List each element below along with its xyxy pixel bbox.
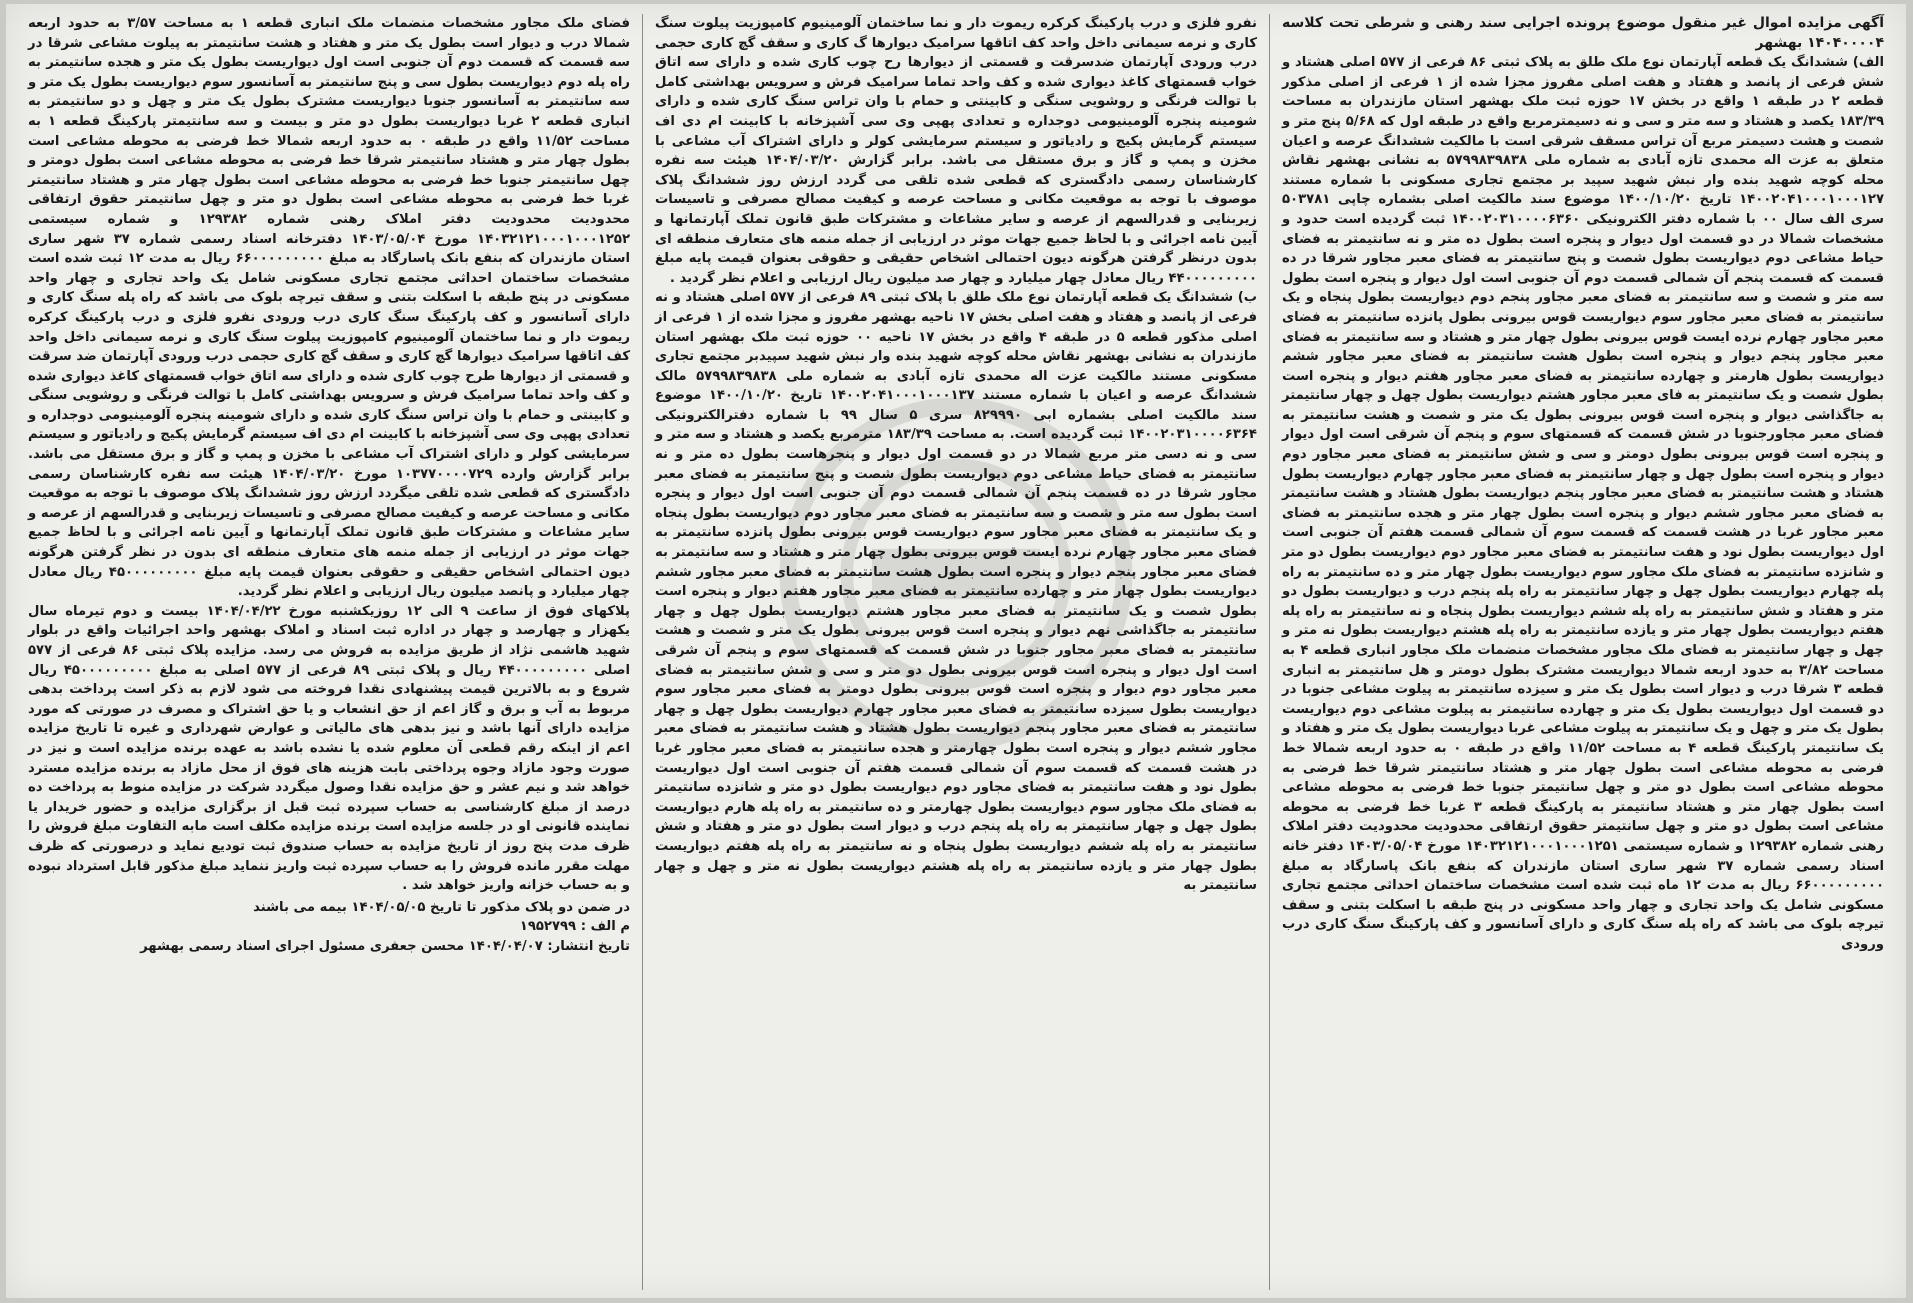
reference-number: م الف : ۱۹۵۲۷۹۹ xyxy=(519,919,630,935)
notice-body-part-2: نفرو فلزی و درب پارکینگ کرکره ریموت دار و نما ساختمان آلومینیوم کامپوزیت پیلوت سنگ کاری و نرمه سیمانی داخل واحد کف اتاقها سرامیک دیوارها گ کاری و سقف گچ کاری حجمی درب ورودی آپارتمان ضدسرقت و قسمتی از دیوارها رح چوب کاری شده و دارای سه اتاق خواب قسمتهای کاغذ دیواری شده و کف واحد تماما سرامیک فرش و سرویس بهداشتی کامل با توالت فرنگی و روشویی سنگی و کابینتی و حمام با وان تراس سنگ کاری شده و دارای شومینه پنجره آلومینیومی دوجداره و تعدادی پهپی وی سی آشپزخانه با کابینت ام دی اف سیستم گرمایش پکیج و رادیاتور و سیستم سرمایشی کولر و دارای اشتراک آب مشاعی با مخزن و پمپ و گاز و برق مستقل می باشد. برابر گزارش ۱۴۰۴/۰۳/۲۰ هیئت سه نفره کارشناسان رسمی دادگستری که قطعی شده تلقی می گردد ارزش روز ششدانگ پلاک موصوف با توجه به موقعیت مکانی و مساحت عرصه و کیفیت مصالح مصرفی و تاسیسات زیربنایی و قدرالسهم از عرصه و سایر مشاعات و مشترکات طبق قانون تملک آپارتمانها و آیین نامه اجرائی و با لحاظ جمیع جهات موثر در ارزیابی از جمله منمه های متعارف منطقه ای بدون درنظر گرفتن هرگونه دیون احتمالی اشخاص حقیقی و حقوقی بعنوان قیمت پایه مبلغ ۴۴۰۰۰۰۰۰۰۰۰ ریال معادل چهار میلیارد و چهار صد میلیون ریال ارزیابی و اعلام نظر گردید . ب) ششدانگ یک قطعه آپارتمان نوع ملک طلق با پلاک ثبتی ۸۹ فرعی از ۵۷۷ اصلی هشتاد و نه فرعی از پانصد و هفتاد و هفت اصلی بخش ۱۷ ناحیه بهشهر مفروز و مجزا شده از ۱ فرعی از اصلی مذکور قطعه ۵ در طبقه ۴ واقع در بخش ۱۷ ناحیه ۰۰ حوزه ثبت ملک بهشهر استان مازندران به نشانی بهشهر نقاش محله کوچه شهید بنده وار نبش شهید سپیدبر مجتمع تجاری مسکونی مستند مالکیت عزت اله محمدی تازه آبادی به شماره ملی ۵۷۹۹۸۳۹۸۳۸ مالک ششدانگ عرصه و اعیان با شماره مستند ۱۴۰۰۲۰۴۱۰۰۰۱۰۰۰۱۳۷ تاریخ ۱۴۰۰/۱۰/۲۰ موضوع سند مالکیت اصلی بشماره ابی ۸۲۹۹۹۰ سری ۵ سال ۹۹ با شماره دفترالکترونیکی ۱۴۰۰۲۰۳۱۰۰۰۰۶۳۶۴ ثبت گردیده است. به مساحت ۱۸۳/۳۹ مترمربع یکصد و هشتاد و سه متر و سی و نه دسی متر مربع شمالا در دو قسمت اول دیوار و پنجرهاست بطول ده متر و نه سانتیمتر به فضای حیاط مشاعی دوم دیواریست بطول شصت و پنج سانتیمتر به فضای معبر مجاور شرقا در ده قسمت پنجم آن شمالی قسمت دوم آن جنوبی است اول دیوار و پنجره است بطول سه متر و شصت و سه سانتیمتر به فضای معبر مجاور دوم دیواریست بطول پنجاه و یک سانتیمتر به فضای معبر مجاور سوم دیواریست قوس بیرونی بطول پانزده سانتیمتر به فضای معبر مجاور چهارم نرده ایست قوس بیرونی بطول چهار متر و هشتاد و سه سانتیمتر به فضای معبر مجاور پنجم دیوار و پنجره است بطول هشت سانتیمتر به فضای معبر مجاور ششم دیواریست بطول چهار متر و چهارده سانتیمتر به فضای معبر مجاور هفتم دیوار و پنجره است بطول شصت و یک سانتیمتر به فضای معبر مجاور هشتم دیواریست بطول چهل و چهار سانتیمتر به جاگذاشی نهم دیوار و پنجره است قوس بیرونی بطول یک متر و شصت و هشت سانتیمتر به فضای معبر مجاور جنوبا در شش قسمت که قسمتهای سوم و پنجم آن شرقی است اول دیوار و پنجره است قوس بیرونی بطول دو متر و سی و شش سانتیمتر به فضای معبر مجاور دوم دیوار و پنجره است قوس بیرونی بطول دومتر به فضای معبر مجاور سوم دیواریست بطول سیزده سانتیمتر به فضای معبر مجاور چهارم دیواریست بطول چهل و چهار سانتیمتر به فضای معبر مجاور پنجم دیواریست بطول هشتاد و هشت سانتیمتر به فضای معبر مجاور ششم دیوار و پنجره است بطول چهارمتر و هجده سانتیمتر به فضای معبر مجاور غربا در هشت قسمت که قسمت سوم آن شمالی قسمت هفتم آن جنوبی است اول دیواریست بطول نود و هفت سانتیمتر به فضای مجاور دوم دیواریست بطول دو متر و شانزده سانتیمتر به فضای ملک مجاور سوم دیواریست بطول چهارمتر و ده سانتیمتر به راه پله هارم دیواریست بطول چهل و چهار سانتیمتر به راه پله پنجم درب و دیوار است بطول دو متر و هفتاد و شش سانتیمتر به راه پله ششم دیواریست بطول پنجاه و نه سانتیمتر به راه پله هفتم دیواریست بطول چهار متر و یازده سانتیمتر به راه پله هشتم دیواریست بطول نه متر و چهل و چهار سانتیمتر به xyxy=(655,16,1258,894)
notice-title: آگهی مزایده اموال غیر منقول موضوع پرونده اجرایی سند رهنی و شرطی تحت کلاسه ۱۴۰۴۰۰۰۰۴ بهشهر xyxy=(1282,15,1884,51)
notice-body-part-1: الف) ششدانگ یک قطعه آپارتمان نوع ملک طلق به پلاک ثبتی ۸۶ فرعی از ۵۷۷ اصلی هشتاد و شش فرعی از پانصد و هفتاد و هفت اصلی مفروز مجزا شده از ۱ فرعی از اصلی مذکور قطعه ۲ در طبقه ۱ واقع در بخش ۱۷ حوزه ثبت ملک بهشهر استان مازندران به مساحت ۱۸۳/۳۹ یکصد و هشتاد و سه متر و سی و نه دسیمترمربع واقع در طبقه اول که ۵/۶۸ پنج متر و شصت و هشت دسیمتر مربع آن تراس مسقف شرقی است با مالکیت ششدانگ عرصه و اعیان متعلق به عزت اله محمدی تازه آبادی به شماره ملی ۵۷۹۹۸۳۹۸۳۸ به نشانی بهشهر نقاش محله کوچه شهید بنده وار نبش شهید سپید بر مجتمع تجاری مسکونی با شماره مستند ۱۴۰۰۲۰۴۱۰۰۰۱۰۰۰۱۲۷ تاریخ ۱۴۰۰/۱۰/۲۰ موضوع سند مالکیت اصلی بشماره چاپی ۵۰۳۷۸۱ سری الف سال ۰۰ با شماره دفتر الکترونیکی ۱۴۰۰۲۰۳۱۰۰۰۰۶۳۶۰ ثبت گردیده است حدود و مشخصات شمالا در دو قسمت اول دیوار و پنجره است بطول ده متر و نه سانتیمتر به فضای حیاط مشاعی دوم دیواریست بطول شصت و پنج سانتیمتر به فضای معبر مجاور شرقا در ده قسمت که قسمت پنجم آن شمالی قسمت دوم آن جنوبی است اول دیوار و پنجره است بطول سه متر و شصت و سه سانتیمتر به فضای معبر مجاور پنجم دوم دیواریست بطول پنجاه و یک سانتیمتر به فضای معبر مجاور سوم دیواریست قوس بیرونی بطول پانزده سانتیمتر به فضای معبر مجاور چهارم نرده ایست قوس بیرونی بطول چهار متر و هشتاد و سه سانتیمتر به فضای معبر مجاور پنجم دیوار و پنجره است بطول هشت سانتیمتر به فضای معبر مجاور ششم دیواریست بطول هارمتر و چهارده سانتیمتر به فضای معبر مجاور هفتم دیوار و پنجره است بطول شصت و یک سانتیمتر به فای معبر مجاور هشتم دیواریست بطول چهل و چهار سانتیمتر به جاگذاشی دیوار و پنجره است قوس بیرونی بطول یک متر و شصت و هشت سانتیمتر به فضای معبر مجاورجنوبا در شش قسمت که قسمتهای سوم و پنجم آن شرقی است اول دیوار و پنجره است قوس بیرونی بطول دومتر و سی و شش سانتیمتر به فضای معبر مجاور دوم دیوار و پنجره است بطول چهل و چهار سانتیمتر به فضای معبر مجاور چهارم دیواریست بطول هشتاد و هشت سانتیمتر به فضای معبر مجاور پنجم دیواریست بطول هشتاد و هشت سانتیمتر به فضای معبر مجاور ششم دیوار و پنجره است بطول چهار متر و هجده سانتیمتر به فضای معبر مجاور غربا در هشت قسمت که قسمت سوم آن شمالی قسمت هفتم آن جنوبی است اول دیواریست بطول نود و هفت سانتیمتر به فضای معبر مجاور دوم دیواریست بطول دو متر و شانزده سانتیمتر به فضای ملک مجاور سوم دیواریست بطول چهار متر و ده سانتیمتر به راه پله چهارم دیواریست بطول چهل و چهار سانتیمتر به راه پله پنجم درب و دیواریست بطول دو متر و هفتاد و شش سانتیمتر به راه پله ششم دیواریست بطول پنجاه و نه سانتیمتر به راه پله هفتم دیواریست بطول چهار متر و یازده سانتیمتر به راه پله هشتم دیواریست بطول نه متر و چهل و چهار سانتیمتر به فضای ملک مجاور مشخصات منضمات ملک مجاور انباری قطعه ۴ به مساحت ۳/۸۲ به حدود اربعه شمالا دیواریست مشترک بطول دومتر و هل سانتیمتر به انباری قطعه ۳ شرقا درب و دیوار است بطول یک متر و سیزده سانتیمتر به پیلوت مشاعی جنوبا در دو قسمت اول دیواریست بطول یک متر و چهارده سانتیمتر به پیلوت مشاعی دوم دیواریست بطول یک متر و چهل و یک سانتیمتر به پیلوت مشاعی غربا دیواریست بطول یک متر و هفتاد و یک سانتیمتر پارکینگ قطعه ۴ به مساحت ۱۱/۵۲ واقع در طبقه ۰ به حدود اربعه شمالا خط فرضی به محوطه مشاعی است بطول چهار متر و هشتاد سانتیمتر شرقا خط فرضی به محوطه مشاعی است بطول دو متر و چهل سانتیمتر جنوبا خط فرضی به محوطه مشاعی است بطول چهار متر و هشتاد سانتیمتر به پارکینگ قطعه ۳ غربا خط فرضی به محوطه مشاعی است بطول دو متر و چهل سانتیمتر حقوق ارتفاقی محدودیت محدودیت دفتر املاک رهنی شماره ۱۲۹۳۸۲ و شماره سیستمی ۱۴۰۳۲۱۲۱۰۰۰۱۰۰۰۱۲۵۱ مورخ ۱۴۰۳/۰۵/۰۴ دفتر خانه اسناد رسمی شماره ۳۷ شهر ساری استان مازندران که بنفع بانک پاسارگاد به مبلغ ۶۶۰۰۰۰۰۰۰۰۰ ریال به مدت ۱۲ ماه ثبت شده است مشخصات ساختمان احداثی مجتمع تجاری مسکونی شامل یک واحد تجاری و چهار واحد مسکونی در پنج طبقه با اسکلت بتنی و سقف تیرچه بلوک می باشد که راه پله سنگ کاری و دارای آسانسور و کف پارکینگ سنگ کاری درب ورودی xyxy=(1282,55,1885,952)
publication-date-signature: تاریخ انتشار: ۱۴۰۴/۰۴/۰۷ محسن جعفری مسئول اجرای اسناد رسمی بهشهر xyxy=(140,938,630,954)
newspaper-page xyxy=(6,4,1906,1298)
insurance-note: در ضمن دو پلاک مذکور تا تاریخ ۱۴۰۴/۰۵/۰۵ بیمه می باشند xyxy=(253,899,630,915)
notice-footer xyxy=(28,898,630,957)
column-2 xyxy=(643,14,1270,1290)
notice-columns xyxy=(16,14,1896,1290)
column-3 xyxy=(16,14,643,1290)
column-1 xyxy=(1270,14,1896,1290)
notice-body-part-3: فضای ملک مجاور مشخصات منضمات ملک انباری قطعه ۱ به مساحت ۳/۵۷ به حدود اربعه شمالا درب و دیوار است بطول یک متر و هفتاد و هشت سانتیمتر به پیلوت مشاعی شرقا در سه قسمت که قسمت دوم آن جنوبی است اول دیواریست بطول یک متر و هجده سانتیمتر به راه پله دوم دیواریست بطول سی و پنج سانتیمتر به آسانسور سوم دیواریست بطول یک متر و سه سانتیمتر به آسانسور جنوبا دیواریست مشترک بطول یک متر و چهل و دو سانتیمتر به انباری قطعه ۲ غربا دیواریست بطول دو متر و بیست و سه سانتیمتر پارکینگ قطعه ۱ به مساحت ۱۱/۵۲ واقع در طبقه ۰ به حدود اربعه شمالا خط فرضی به محوطه مشاعی است بطول چهار متر و هشتاد سانتیمتر شرقا خط فرضی به محوطه مشاعی است بطول دومتر و چهل سانتیمتر جنوبا خط فرضی به محوطه مشاعی است بطول چهار متر و هشتاد سانتیمتر غربا خط فرضی به محوطه مشاعی است بطول دو متر و چهل سانتیمتر حقوق ارتفاقی محدودیت محدودیت دفتر املاک رهنی شماره ۱۲۹۳۸۲ و شماره سیستمی ۱۴۰۳۲۱۲۱۰۰۰۱۰۰۰۱۲۵۲ مورخ ۱۴۰۳/۰۵/۰۴ دفترخانه اسناد رسمی شماره ۳۷ شهر ساری استان مازندران که بنفع بانک پاسارگاد به مبلغ ۶۶۰۰۰۰۰۰۰۰۰ ریال به مدت ۱۲ ثبت شده است مشخصات ساختمان احداثی مجتمع تجاری مسکونی شامل یک واحد تجاری و چهار واحد مسکونی در پنج طبقه با اسکلت بتنی و سقف تیرچه بلوک می باشد که راه پله سنگ کاری و دارای آسانسور و کف پارکینگ سنگ کاری درب ورودی نفرو فلزی و درب پارکینگ کرکره ریموت دار و نما ساختمان آلومینیوم کامپوزیت پیلوت سنگ کاری و نرمه سیمانی داخل واحد کف اتاقها سرامیک دیوارها گچ کاری و سقف گچ کاری حجمی درب ورودی آپارتمان ضد سرقت و قسمتی از دیوارها طرح چوب کاری شده و دارای سه اتاق خواب قسمتهای کاغذ دیواری شده و کف واحد تماما سرامیک فرش و سرویس بهداشتی کامل با توالت فرنگی و روشویی سنگی و کابینتی و حمام با وان تراس سنگ کاری شده و دارای شومینه پنجره آلومینیومی دوجداره و تعدادی پهپی وی سی آشپزخانه با کابینت ام دی اف سیستم گرمایش پکیج و رادیاتور و سیستم سرمایشی کولر و دارای اشتراک آب مشاعی با مخزن و پمپ و گاز و برق مستقل می باشد. برابر گزارش وارده ۱۰۳۷۷۰۰۰۰۷۲۹ مورخ ۱۴۰۴/۰۳/۲۰ هیئت سه نفره کارشناسان رسمی دادگستری که قطعی شده تلقی میگردد ارزش روز ششدانگ پلاک موصوف با توجه به موقعیت مکانی و مساحت عرصه و کیفیت مصالح مصرفی و تاسیسات زیربنایی و قدرالسهم از عرصه و سایر مشاعات و مشترکات طبق قانون تملک آپارتمانها و آیین نامه اجرائی و با لحاظ جمیع جهات موثر در ارزیابی از جمله منمه های متعارف منطقه ای بدون در نظر گرفتن هرگونه دیون احتمالی اشخاص حقیقی و حقوقی بعنوان قیمت پایه مبلغ ۴۵۰۰۰۰۰۰۰۰۰ ریال معادل چهار میلیارد و پانصد میلیون ریال ارزیابی و اعلام نظر گردید. پلاکهای فوق از ساعت ۹ الی ۱۲ روزیکشنبه مورخ ۱۴۰۴/۰۴/۲۲ بیست و دوم تیرماه سال یکهزار و چهارصد و چهار در اداره ثبت اسناد و املاک بهشهر واحد اجرائیات واقع در بلوار شهید هاشمی نژاد از طریق مزایده به فروش می رسد. مزایده پلاک ثبتی ۸۶ فرعی از ۵۷۷ اصلی ۴۴۰۰۰۰۰۰۰۰۰ ریال و پلاک ثبتی ۸۹ فرعی از ۵۷۷ اصلی به مبلغ ۴۵۰۰۰۰۰۰۰۰۰ ریال شروع و به بالاترین قیمت پیشنهادی نقدا فروخته می شود لازم به ذکر است پرداخت بدهی مربوط به آب و برق و گاز اعم از حق انشعاب و یا حق اشتراک و مصرف در صورتی که مورد مزایده دارای آنها باشد و نیز بدهی های مالیاتی و عوارض شهرداری و غیره تا تاریخ مزایده اعم از اینکه رقم قطعی آن معلوم شده یا نشده باشد به عهده برنده مزایده است و نیز در صورت وجود مازاد وجوه پرداختی بابت هزینه های فوق از محل مازاد به برنده مزایده مسترد خواهد شد و نیم عشر و حق مزایده نقدا وصول میگردد شرکت در مزایده منوط به پرداخت ده درصد از مبلغ کارشناسی به حساب سپرده ثبت قبل از برگزاری مزایده و حضور خریدار یا نماینده قانونی او در جلسه مزایده است برنده مزایده مکلف است مابه التفاوت مبلغ فروش را ظرف مدت پنج روز از تاریخ مزایده به حساب صندوق ثبت تودیع نماید و درصورتی که ظرف مهلت مقرر مانده فروش را به حساب سپرده ثبت واریز ننماید مبلغ مذکور قابل استرداد نبوده و به حساب خزانه واریز خواهد شد . xyxy=(28,16,631,894)
